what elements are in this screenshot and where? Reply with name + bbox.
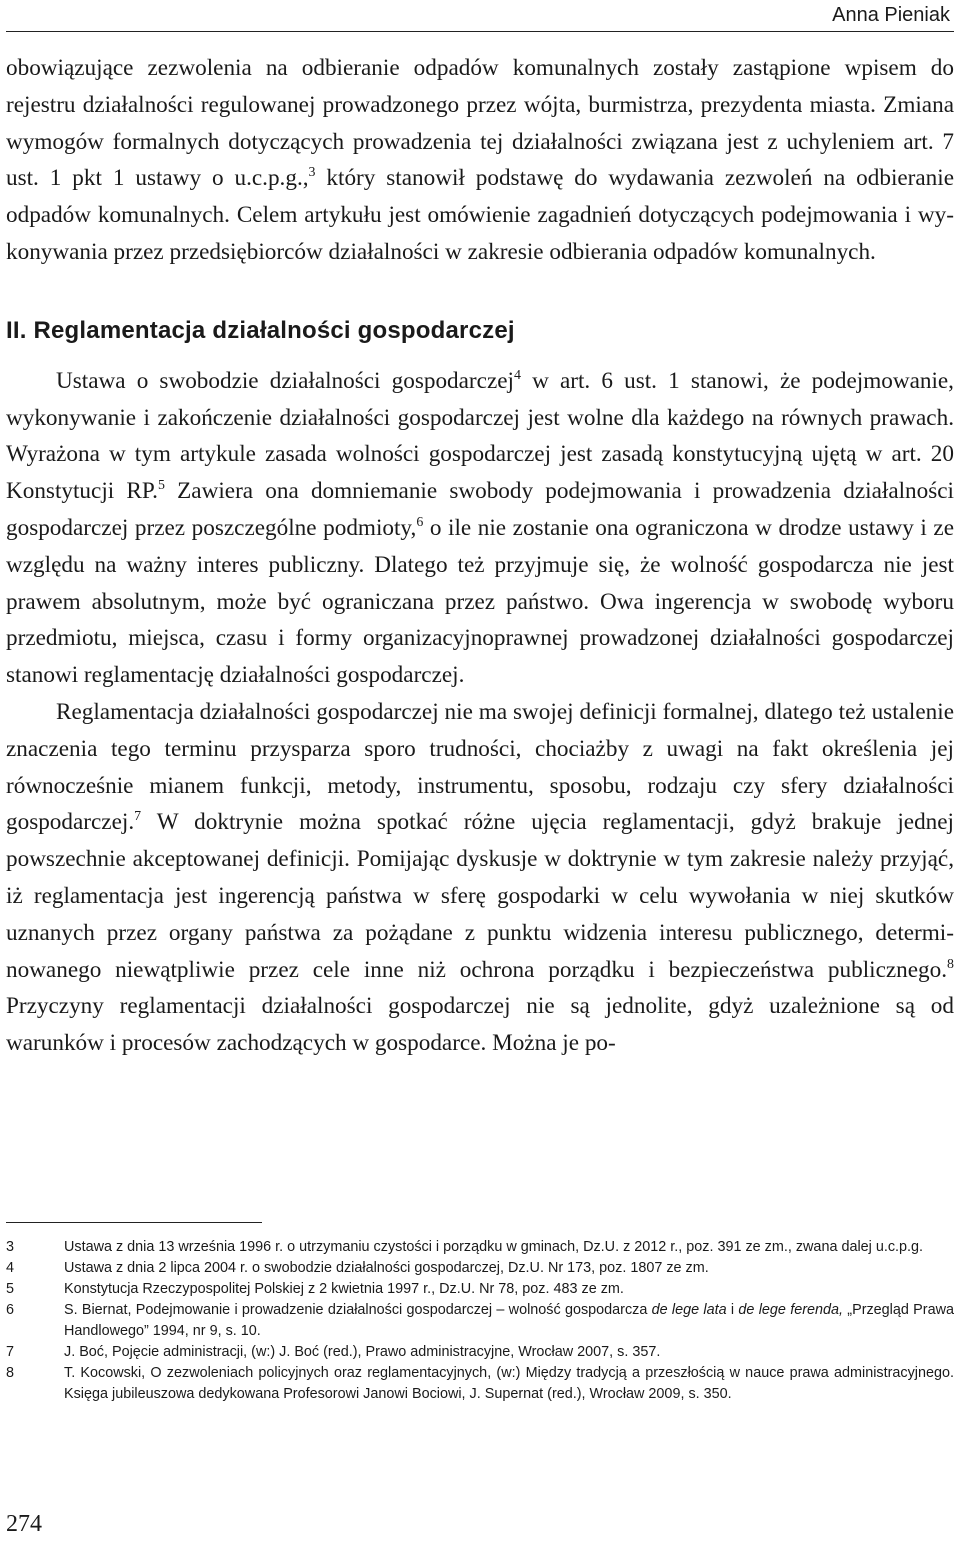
paragraph-1 <box>6 50 954 271</box>
footnote-ref-7[interactable]: 7 <box>134 809 142 825</box>
footnote-text: T. Kocowski, O zezwoleniach policyjnych oraz reglamentacyjnych, (w:) Między tradycją a przeszłością w nauce prawa administracyjnego. Księga jubileuszowa dedykowana Profesorowi Janowi Bociowi, J. Supernat (red.), Wrocław 2009, s. 350. <box>64 1365 954 1402</box>
footnote-3 <box>6 1237 954 1258</box>
paragraph-3 <box>6 694 954 1062</box>
footnote-number: 8 <box>6 1365 15 1381</box>
footnote-text: Konstytucja Rzeczypospolitej Polskiej z 2 kwietnia 1997 r., Dz.U. Nr 78, poz. 483 ze zm. <box>64 1281 624 1297</box>
paragraph-1-text-a: obowiązujące zezwolenia na odbieranie odpadów komunalnych zostały zastąpione wpisem do rejestru działalności regulowanej prowadzonego przez wójta, burmistrza, prezydenta miasta. Zmiana wymogów formalnych dotyczących prowadzenia tej działalności związana jest z uchyleniem art. 7 ust. 1 pkt 1 ustawy o u.c.p.g., <box>6 55 954 192</box>
footnote-italic: de lege ferenda, <box>738 1302 844 1318</box>
footnote-text-part: S. Biernat, Podejmowanie i prowadzenie działalności gospodarczej – wolność gospodarcza <box>64 1302 652 1318</box>
footnote-text-part: i <box>726 1302 739 1318</box>
footnote-text: Ustawa z dnia 2 lipca 2004 r. o swobodzie działalności gospodarczej, Dz.U. Nr 173, poz. 1807 ze zm. <box>64 1260 709 1276</box>
footnote-7 <box>6 1342 954 1363</box>
header-author: Anna Pieniak <box>832 4 950 26</box>
paragraph-2 <box>6 363 954 694</box>
footnote-number: 7 <box>6 1344 15 1360</box>
paragraph-1-text-b: który stanowił podstawę do wydawania zezwoleń na odbieranie odpadów komunalnych. Celem artykułu jest omówienie zagadnień dotyczących podejmowania i wykonywania przez przedsiębiorców działalności w zakresie odbierania odpadów komunalnych. <box>6 165 955 265</box>
page-number: 274 <box>6 1511 42 1537</box>
running-header <box>6 0 954 32</box>
paragraph-2-text-b: w art. 6 ust. 1 stanowi, że podejmowanie, wykonywanie i zakończenie działalności gospodarczej jest wolne dla każdego na równych prawach. Wyrażona w tym artykule zasada wolności gospodarczej jest zasadą konstytucyjną ujętą w art. 20 Konstytucji RP. <box>6 367 954 505</box>
paragraph-2-text-d: o ile nie zostanie ona ograniczona w drodze ustawy i ze względu na ważny interes publiczny. Dlatego też przyjmuje się, że wolność gospodarcza nie jest prawem absolutnym, może być ograniczana przez państwo. Owa ingerencja w swobodę wyboru przedmiotu, miejsca, czasu i formy organizacyjnoprawnej prowadzonej działalności gospodarczej stanowi reglamentację działalności gospodarczej. <box>6 514 954 689</box>
footnote-number: 5 <box>6 1281 15 1297</box>
footnote-italic: de lege lata <box>651 1302 727 1318</box>
footnote-text: Ustawa z dnia 13 września 1996 r. o utrzymaniu czystości i porządku w gminach, Dz.U. z 2012 r., poz. 391 ze zm., zwana dalej u.c.p.g. <box>64 1239 924 1255</box>
main-text <box>6 50 954 1062</box>
footnote-8 <box>6 1363 954 1405</box>
paragraph-3-text-b: W doktrynie można spotkać różne ujęcia reglamentacji, gdyż brakuje jednej powszechnie akceptowanej definicji. Pomijając dyskusje w doktrynie w tym zakresie należy przyjąć, iż reglamentacja jest ingerencją państwa w sferę gospodarki w celu wywołania w niej skutków uznanych przez organy państwa za pożądane z punktu widzenia interesu publicznego, determinowanego niewątpliwie przez cele inne niż ochrona porządku i bezpieczeństwa publicznego. <box>6 809 954 983</box>
footnote-text-part: „Przegląd Prawa Handlowego” 1994, nr 9, s. 10. <box>64 1302 954 1339</box>
footnote-separator <box>6 1222 262 1223</box>
footnote-5 <box>6 1279 954 1300</box>
paragraph-2-text-a: Ustawa o swobodzie działalności gospodarczej <box>56 367 514 394</box>
section-heading: II. Reglamentacja działalności gospodarczej <box>6 316 515 344</box>
footnote-text: J. Boć, Pojęcie administracji, (w:) J. Boć (red.), Prawo administracyjne, Wrocław 2007, s. 357. <box>64 1344 661 1360</box>
footnotes <box>6 1237 954 1405</box>
footnote-ref-5[interactable]: 5 <box>157 478 165 494</box>
footnote-ref-4[interactable]: 4 <box>513 367 521 383</box>
footnote-4 <box>6 1258 954 1279</box>
footnote-number: 3 <box>6 1239 15 1255</box>
footnote-ref-3[interactable]: 3 <box>308 165 316 181</box>
footnote-ref-8[interactable]: 8 <box>947 956 954 972</box>
footnote-ref-6[interactable]: 6 <box>416 514 424 530</box>
footnote-text <box>64 1300 954 1342</box>
footnote-6 <box>6 1300 954 1342</box>
paragraph-3-text-a: Reglamentacja działalności gospodarczej nie ma swojej definicji formalnej, dlatego też ustalenie znaczenia tego terminu przysparza sporo trudności, chociażby z uwagi na fakt określenia jej równocześnie mianem funkcji, metody, instrumentu, sposobu, rodzaju czy sfery działalności gospodarczej. <box>6 698 954 836</box>
footnote-number: 6 <box>6 1302 15 1318</box>
paragraph-2-text-c: Zawiera ona domniemanie swobody podejmowania i prowadzenia działalności gospodarczej przez poszczególne podmioty, <box>6 478 954 541</box>
paragraph-3-text-c: Przyczyny reglamentacji działalności gospodarczej nie są jednolite, gdyż uzależnione są od warunków i procesów zachodzących w gospodarce. Można je po- <box>6 993 954 1057</box>
footnote-number: 4 <box>6 1260 15 1276</box>
